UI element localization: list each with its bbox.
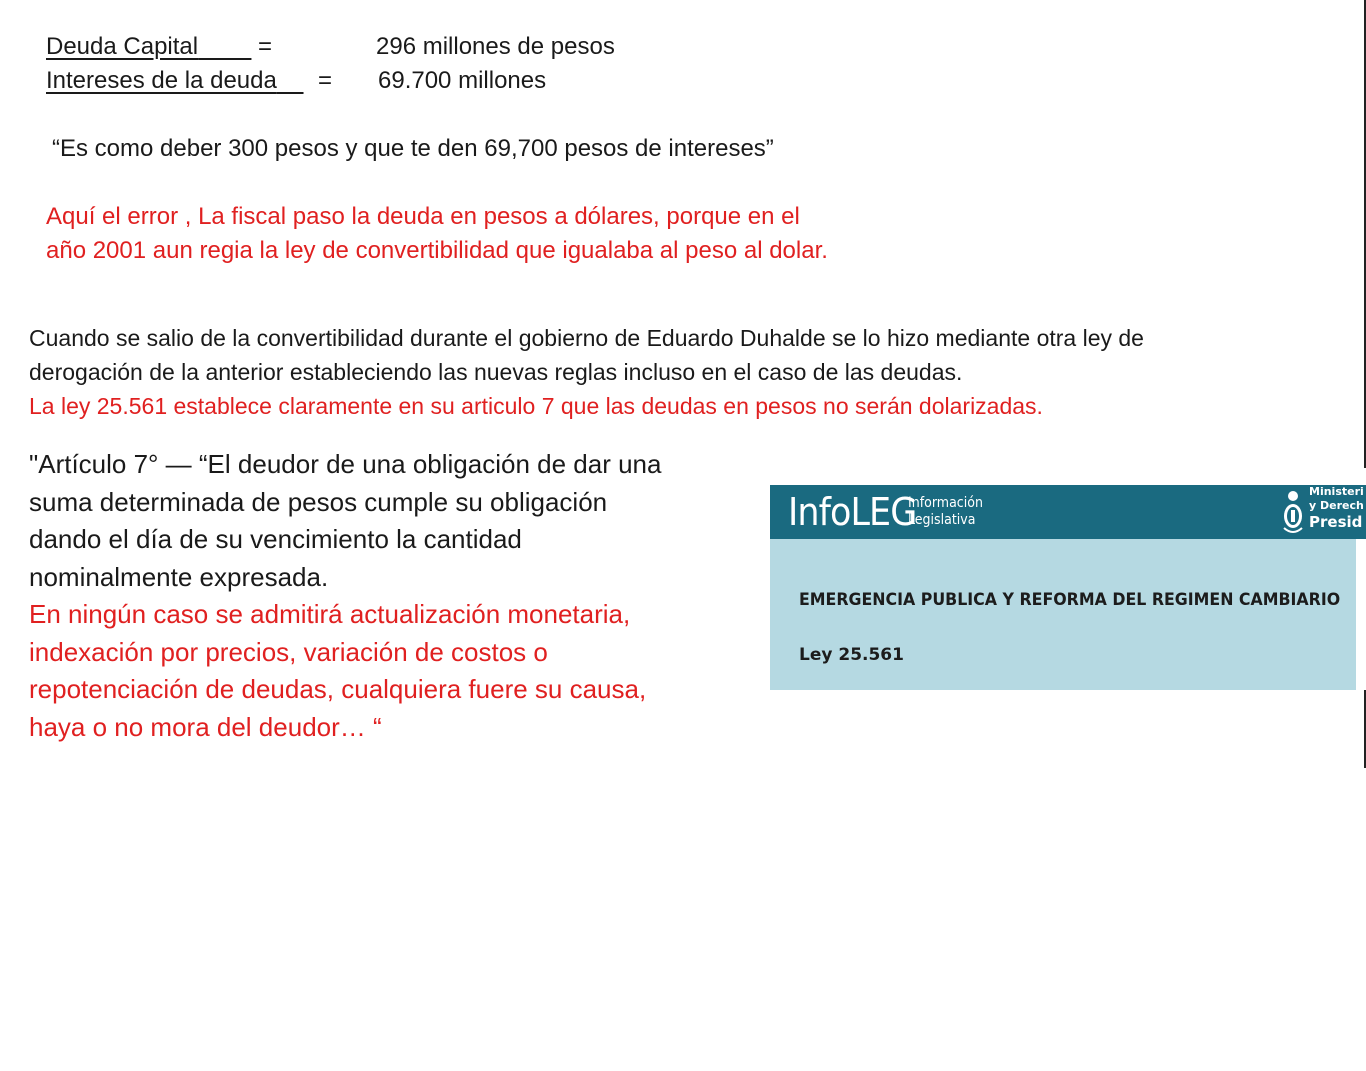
infoleg-panel [770, 468, 1366, 690]
article-red-line: En ningún caso se admitirá actualización monetaria, [29, 599, 631, 629]
article-line: dando el día de su vencimiento la cantidad [29, 524, 522, 554]
ministry-line-1: Ministeri [1309, 485, 1364, 498]
infoleg-subtitle-line-2: Legislativa [908, 512, 976, 528]
law-title: EMERGENCIA PUBLICA Y REFORMA DEL REGIMEN CAMBIARIO [799, 590, 1341, 610]
infoleg-subtitle [908, 495, 983, 529]
infoleg-subtitle-line-1: Información [908, 495, 983, 511]
intereses-value: 69.700 millones [378, 67, 547, 94]
article-line: nominalmente expresada. [29, 561, 329, 592]
article-7-block [29, 446, 661, 746]
error-note-line-1: Aquí el error , La fiscal paso la deuda en pesos a dólares, porque en el [46, 203, 800, 230]
error-note-line-2: año 2001 aun regia la ley de convertibilidad que igualaba al peso al dolar. [46, 237, 828, 264]
article-red-line: indexación por precios, variación de costos o [29, 636, 548, 667]
coat-of-arms-icon [1280, 488, 1306, 538]
article-line: suma determinada de pesos cumple su obligación [29, 486, 608, 517]
infoleg-logo: InfoLEG [788, 490, 917, 534]
deuda-capital-equals: = [258, 33, 273, 60]
paragraph-line-2: derogación de la anterior estableciendo las nuevas reglas incluso en el caso de las deudas. [29, 359, 963, 385]
deuda-capital-label: Deuda Capital [46, 33, 199, 60]
intereses-label: Intereses de la deuda [46, 67, 277, 94]
deuda-capital-value: 296 millones de pesos [376, 33, 615, 60]
article-line: "Artículo 7° — “El deudor de una obligación de dar una [29, 449, 662, 479]
quote-text: “Es como deber 300 pesos y que te den 69,700 pesos de intereses” [52, 135, 774, 162]
ministry-label [1309, 485, 1364, 531]
article-red-line: haya o no mora del deudor… “ [29, 711, 382, 742]
intereses-equals: = [318, 67, 333, 94]
ministry-line-3: Presid [1309, 513, 1363, 531]
infoleg-body [770, 539, 1356, 690]
paragraph-line-1: Cuando se salio de la convertibilidad durante el gobierno de Eduardo Duhalde se lo hizo mediante otra ley de [29, 325, 1144, 351]
ministry-line-2: y Derech [1309, 499, 1364, 512]
law-number: Ley 25.561 [799, 645, 904, 665]
paragraph-line-3: La ley 25.561 establece claramente en su articulo 7 que las deudas en pesos no serán dolarizadas. [29, 393, 1043, 419]
article-red-line: repotenciación de deudas, cualquiera fuere su causa, [29, 674, 647, 704]
